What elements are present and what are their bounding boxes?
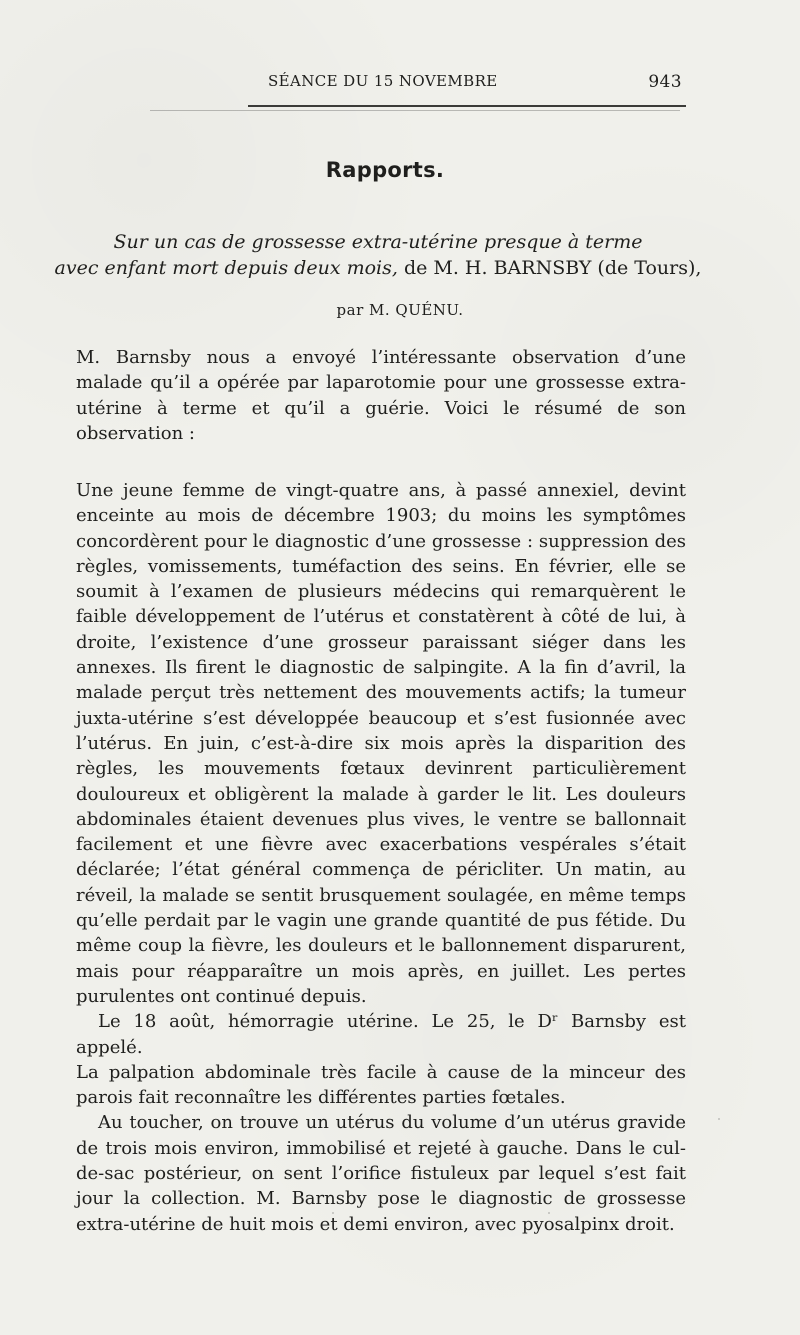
section-heading: Rapports. <box>325 158 445 182</box>
report-title-italic-part: avec enfant mort depuis deux mois, <box>54 257 398 279</box>
paper-speck <box>628 1222 630 1224</box>
paper-speck <box>332 1212 334 1214</box>
intro-paragraph: M. Barnsby nous a envoyé l’intéressante observation d’une malade qu’il a opérée par laparotomie pour une grossesse extra-utérine à terme et qu’il a guérie. Voici le résumé de son observation : <box>76 347 686 444</box>
running-title: SÉANCE DU 15 NOVEMBRE <box>268 72 498 90</box>
report-author: par M. QUÉNU. <box>336 301 464 319</box>
observation-paragraph-4: Au toucher, on trouve un utérus du volume d’un utérus gravide de trois mois environ, immobilisé et rejeté à gauche. Dans le cul-de-sac postérieur, on sent l’orifice fistuleux par lequel s’est fait jour la collection. M. Barnsby pose le diagnostic de grossesse extra-utérine de huit mois et demi environ, avec pyosalpinx droit. <box>76 1112 686 1235</box>
observation-paragraph-3: La palpation abdominale très facile à cause de la minceur des parois fait reconnaître les différentes parties fœtales. <box>76 1061 686 1109</box>
page-number: 943 <box>648 72 682 92</box>
header-rule-shadow <box>150 110 680 111</box>
report-title-line-1: Sur un cas de grossesse extra-utérine presque à terme <box>113 231 643 253</box>
observation-paragraph-2: Le 18 août, hémorragie utérine. Le 25, le Dʳ Barnsby est appelé. <box>76 1011 686 1058</box>
running-head <box>268 72 686 96</box>
report-title-author-part: de M. H. BARNSBY (de Tours), <box>397 257 702 279</box>
observation-paragraph-1: Une jeune femme de vingt-quatre ans, à passé annexiel, devint enceinte au mois de décembre 1903; du moins les symptômes concordèrent pour le diagnostic d’une grossesse : suppression des règles, vomissements, tuméfaction des seins. En février, elle se soumit à l’examen de plusieurs médecins qui remarquèrent le faible développement de l’utérus et constatèrent à côté de lui, à droite, l’existence d’une grosseur paraissant siéger dans les annexes. Ils firent le diagnostic de salpingite. A la fin d’avril, la malade perçut très nettement des mouvements actifs; la tumeur juxta-utérine s’est développée beaucoup et s’est fusionnée avec l’utérus. En juin, c’est-à-dire six mois après la disparition des règles, les mouvements fœtaux devinrent particulièrement douloureux et obligèrent la malade à garder le lit. Les douleurs abdominales étaient devenues plus vives, le ventre se ballonnait facilement et une fièvre avec exacerbations vespérales s’était déclarée; l’état général commença de péricliter. Un matin, au réveil, la malade se sentit brusquement soulagée, en même temps qu’elle perdait par le vagin une grande quantité de pus fétide. Du même coup la fièvre, les douleurs et le ballonnement disparurent, mais pour réapparaître un mois après, en juillet. Les pertes purulentes ont continué depuis. <box>76 480 686 1007</box>
paper-speck <box>718 1118 720 1120</box>
intro-text-block <box>76 345 686 446</box>
header-rule <box>248 105 686 107</box>
observation-text-block <box>76 478 686 1237</box>
paper-speck <box>548 1212 550 1214</box>
report-title-line-2 <box>0 255 778 281</box>
